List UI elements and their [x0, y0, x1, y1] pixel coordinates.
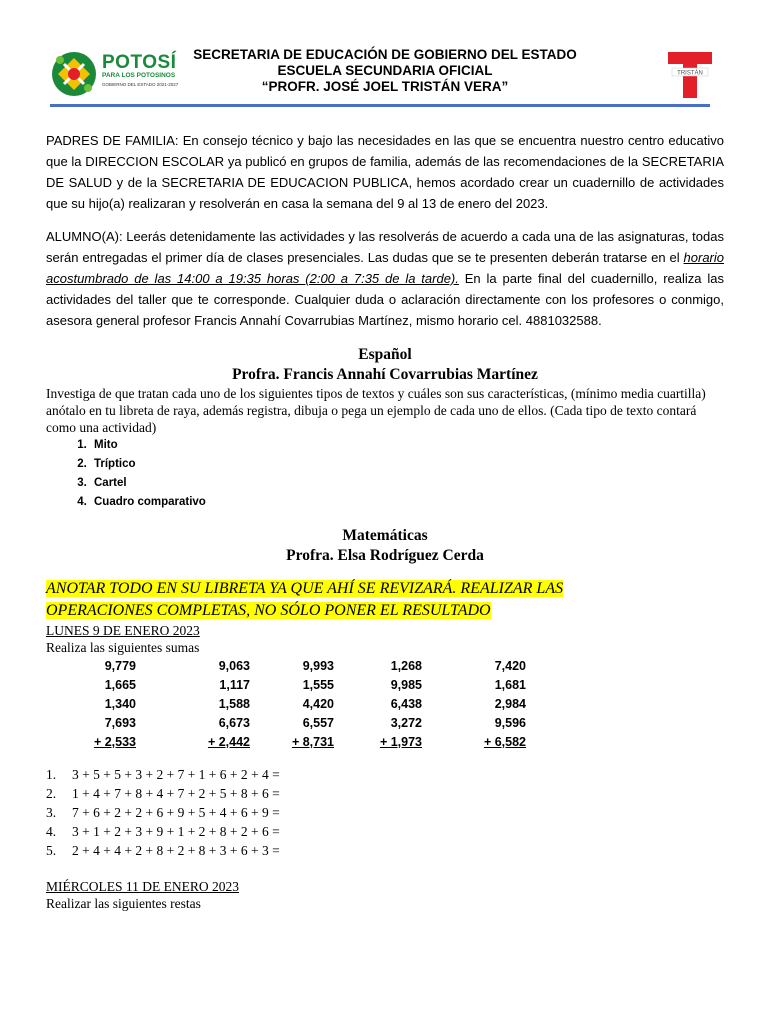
heading-line-3: “PROFR. JOSÉ JOEL TRISTÁN VERA” — [261, 79, 509, 94]
list-item: 2. 1 + 4 + 7 + 8 + 4 + 7 + 2 + 5 + 8 + 6 = — [46, 786, 280, 801]
wednesday-date: MIÉRCOLES 11 DE ENERO 2023 — [46, 879, 239, 894]
sum-cell: 9,596 — [494, 715, 526, 730]
sum-cell: 6,673 — [218, 715, 250, 730]
student-paragraph-end: En la parte final del cuadernillo, realiza las actividades del taller que te corresponde. Cualquier duda o aclaración directamente con los profesores o conmigo, asesora general profesor Francis Annahí Covarrubias Martínez, mismo horario cel. 4881032588. — [46, 271, 724, 328]
logo-tagline: PARA LOS POTOSINOS — [102, 72, 176, 79]
espanol-instructions: Investiga de que tratan cada uno de los siguientes tipos de textos y cuáles son sus características, (mínimo media cuartilla) anótalo en tu libreta de raya, además registra, dibuja o pega un ejemplo de cada uno de ellos. (Cada tipo de texto contará como una actividad) — [46, 386, 706, 435]
logo-brand-text: POTOSÍ — [102, 52, 177, 73]
list-item: 3. 7 + 6 + 2 + 2 + 6 + 9 + 5 + 4 + 6 + 9 = — [46, 805, 280, 820]
sum-cell: + 2,533 — [93, 734, 136, 749]
math-title: Matemáticas — [342, 527, 428, 544]
heading-line-1: SECRETARIA DE EDUCACIÓN DE GOBIERNO DEL ESTADO — [193, 47, 577, 62]
sum-cell: 6,557 — [302, 715, 334, 730]
sum-cell: 2,984 — [494, 696, 526, 711]
sum-cell: 9,985 — [390, 677, 422, 692]
document-header — [0, 0, 768, 110]
table-row — [86, 713, 526, 732]
tristan-t-icon — [668, 50, 712, 100]
logo-subtagline: GOBIERNO DEL ESTADO 2021-2027 — [102, 82, 179, 87]
tristan-logo — [668, 50, 712, 100]
sum-cell: 3,272 — [390, 715, 422, 730]
table-row — [86, 656, 526, 675]
tristan-logo-text: TRISTÁN — [677, 70, 703, 77]
sum-cell: 9,993 — [302, 658, 334, 673]
list-item: 2. Tríptico — [90, 455, 724, 474]
schedule-text: horario acostumbrado de las 14:00 a 19:35 horas (2:00 a 7:35 de la tarde). — [46, 250, 724, 286]
list-item: 4. 3 + 1 + 2 + 3 + 9 + 1 + 2 + 8 + 2 + 6 = — [46, 824, 280, 839]
header-divider — [50, 104, 710, 107]
sum-cell: 1,268 — [390, 658, 422, 673]
sum-cell: 1,340 — [104, 696, 136, 711]
sums-table — [86, 656, 526, 751]
sum-cell: + 6,582 — [483, 734, 526, 749]
table-row — [86, 732, 526, 751]
math-notice — [46, 578, 724, 622]
notice-line-2: OPERACIONES COMPLETAS, NO SÓLO PONER EL RESULTADO — [46, 602, 491, 619]
school-heading — [180, 47, 590, 95]
monday-task: Realiza las siguientes sumas — [46, 640, 200, 655]
wednesday-task: Realizar las siguientes restas — [46, 896, 201, 911]
sum-cell: 1,555 — [302, 677, 334, 692]
list-item: 3. Cartel — [90, 474, 724, 493]
student-paragraph-start: ALUMNO(A): Leerás detenidamente las actividades y las resolverás de acuerdo a cada una de las asignaturas, todas serán entregadas el primer día de clases presenciales. Las dudas que se te presenten deberán tratarse en el — [46, 229, 724, 265]
student-paragraph — [46, 226, 724, 331]
operations-list — [46, 765, 724, 860]
sum-cell: 1,588 — [218, 696, 250, 711]
document-body — [46, 130, 724, 912]
sum-cell: 9,063 — [218, 658, 250, 673]
list-item: 4. Cuadro comparativo — [90, 493, 724, 512]
list-item: 1. Mito — [90, 436, 724, 455]
table-row — [86, 694, 526, 713]
list-item: 5. 2 + 4 + 4 + 2 + 8 + 2 + 8 + 3 + 6 + 3 = — [46, 843, 280, 858]
monday-date: LUNES 9 DE ENERO 2023 — [46, 623, 200, 638]
potosi-logo — [50, 50, 190, 98]
sum-cell: 9,779 — [104, 658, 136, 673]
notice-line-1: ANOTAR TODO EN SU LIBRETA YA QUE AHÍ SE REVIZARÁ. REALIZAR LAS — [46, 580, 564, 597]
sum-cell: 7,420 — [494, 658, 526, 673]
sum-cell: 1,681 — [494, 677, 526, 692]
sum-cell: 1,665 — [104, 677, 136, 692]
sum-cell: + 1,973 — [379, 734, 422, 749]
espanol-text-types — [46, 436, 724, 512]
espanol-teacher: Profra. Francis Annahí Covarrubias Martínez — [232, 366, 538, 383]
table-row — [86, 675, 526, 694]
espanol-title: Español — [358, 346, 412, 363]
heading-line-2: ESCUELA SECUNDARIA OFICIAL — [277, 63, 493, 78]
sum-cell: + 8,731 — [291, 734, 334, 749]
parents-paragraph: PADRES DE FAMILIA: En consejo técnico y bajo las necesidades en las que se encuentra nuestro centro educativo que la DIRECCION ESCOLAR ya publicó en grupos de familia, además de las recomendaciones de la SECRETARIA DE SALUD y de la SECRETARIA DE EDUCACION PUBLICA, hemos acordado crear un cuadernillo de actividades que su hijo(a) realizaran y resolverán en casa la semana del 9 al 13 de enero del 2023. — [46, 133, 724, 211]
math-teacher: Profra. Elsa Rodríguez Cerda — [286, 547, 484, 564]
sum-cell: 4,420 — [302, 696, 334, 711]
list-item: 1. 3 + 5 + 5 + 3 + 2 + 7 + 1 + 6 + 2 + 4 = — [46, 767, 280, 782]
sum-cell: 7,693 — [104, 715, 136, 730]
sum-cell: 1,117 — [219, 677, 250, 692]
sum-cell: 6,438 — [390, 696, 422, 711]
sum-cell: + 2,442 — [207, 734, 250, 749]
potosi-emblem-icon — [50, 50, 98, 98]
